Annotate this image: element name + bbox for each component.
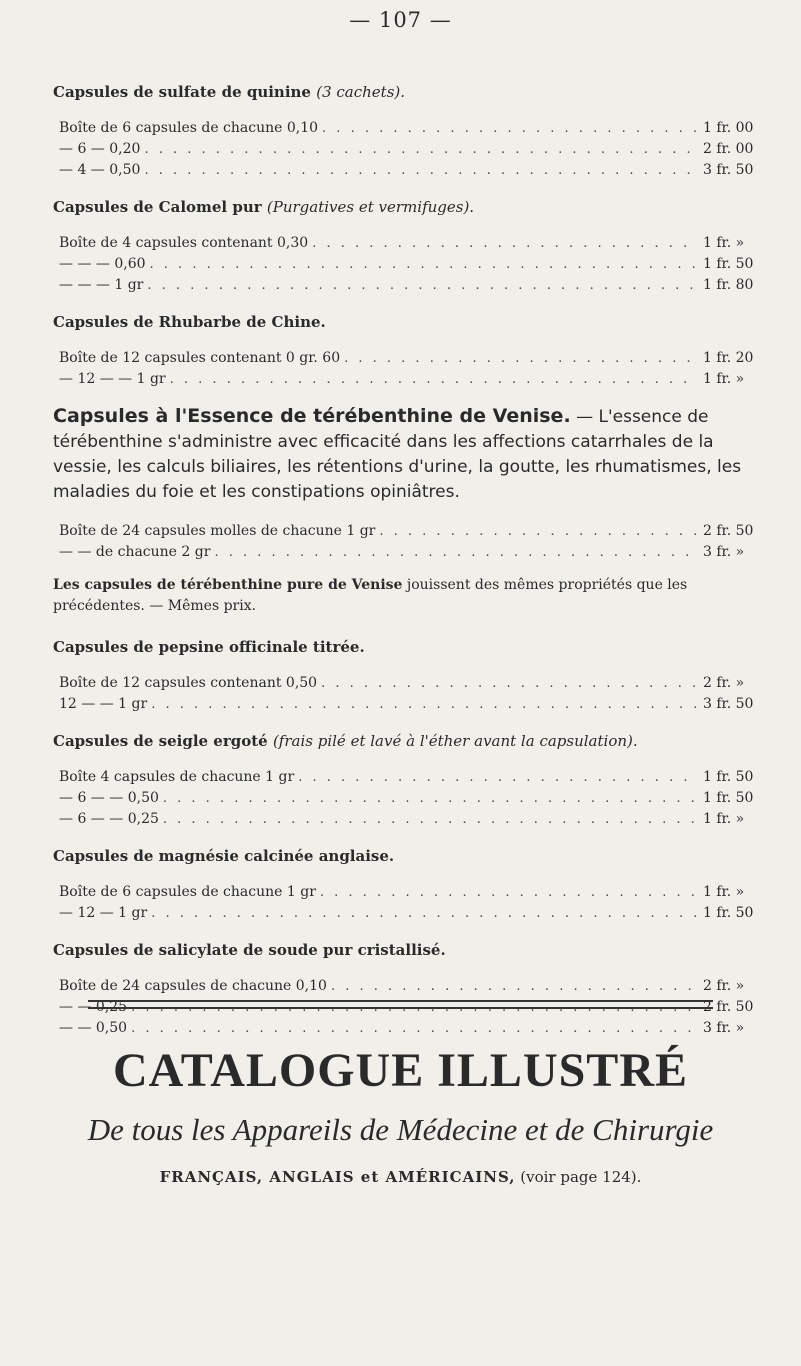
price-row	[53, 809, 773, 830]
section-heading	[53, 635, 773, 659]
price-row	[53, 976, 773, 997]
price-row	[53, 369, 773, 390]
terebenthine-note-rest: jouissent des mêmes propriétés que les précédentes. — Mêmes prix.	[53, 577, 688, 614]
capsule-section	[53, 938, 773, 1039]
catalogue-footer	[0, 1168, 801, 1186]
price-row-price: 2 fr. 50	[703, 999, 754, 1015]
leader-dots	[379, 521, 697, 542]
price-row-price: 2 fr. »	[703, 978, 745, 994]
leader-dots	[321, 673, 697, 694]
price-row-label: — — 0,25	[59, 999, 128, 1015]
price-row-label: Boîte de 24 capsules molles de chacune 1 gr	[59, 523, 376, 539]
terebenthine-section	[53, 404, 773, 617]
leader-dots	[170, 369, 697, 390]
price-row-label: — 12 — 1 gr	[59, 905, 148, 921]
price-row-price: 3 fr. »	[703, 544, 745, 560]
leader-dots	[147, 275, 697, 296]
price-row-price: 1 fr. 50	[703, 905, 754, 921]
section-heading	[53, 80, 773, 104]
section-title-note: (Purgatives et vermifuges).	[266, 198, 475, 216]
section-title: Capsules de pepsine officinale titrée.	[53, 638, 365, 656]
leader-dots	[320, 882, 697, 903]
section-title: Capsules de magnésie calcinée anglaise.	[53, 847, 395, 865]
leader-dots	[131, 1018, 697, 1039]
price-row	[53, 767, 773, 788]
price-row-label: Boîte de 12 capsules contenant 0,50	[59, 675, 318, 691]
capsule-section	[53, 195, 773, 296]
price-row	[53, 903, 773, 924]
content	[53, 80, 773, 1053]
leader-dots	[163, 788, 697, 809]
price-row-label: Boîte de 6 capsules de chacune 1 gr	[59, 884, 316, 900]
capsule-section	[53, 729, 773, 830]
section-title-note: (frais pilé et lavé à l'éther avant la capsulation).	[272, 732, 638, 750]
capsule-section	[53, 80, 773, 181]
page-number: — 107 —	[349, 8, 452, 32]
price-row-price: 3 fr. 50	[703, 696, 754, 712]
price-row-price: 1 fr. »	[703, 235, 745, 251]
price-row	[53, 521, 773, 542]
terebenthine-paragraph	[53, 404, 773, 505]
price-row-label: Boîte de 6 capsules de chacune 0,10	[59, 120, 319, 136]
leader-dots	[144, 139, 697, 160]
terebenthine-title: Capsules à l'Essence de térébenthine de Venise.	[53, 405, 571, 427]
price-row	[53, 348, 773, 369]
price-row-label: — — — 1 gr	[59, 277, 144, 293]
price-row-price: 1 fr. 20	[703, 350, 754, 366]
leader-dots	[214, 542, 697, 563]
price-row	[53, 160, 773, 181]
leader-dots	[322, 118, 697, 139]
price-row-price: 1 fr. 80	[703, 277, 754, 293]
price-row	[53, 694, 773, 715]
section-heading	[53, 195, 773, 219]
terebenthine-note	[53, 575, 773, 617]
capsule-section	[53, 635, 773, 715]
capsule-section	[53, 310, 773, 390]
price-row	[53, 882, 773, 903]
section-heading	[53, 729, 773, 753]
double-rule	[88, 1000, 713, 1014]
divider-top	[88, 1000, 713, 1002]
capsule-sections-b	[53, 635, 773, 1039]
price-row-price: 1 fr. »	[703, 811, 745, 827]
terebenthine-text: — L'essence de térébenthine s'administre avec efficacité dans les affections catarrhales de la vessie, les calculs biliaires, les rétentions d'urine, la goutte, les rhumatismes, les maladies du foie et les constipations opiniâtres.	[53, 407, 742, 502]
price-row-label: Boîte de 24 capsules de chacune 0,10	[59, 978, 327, 994]
leader-dots	[312, 233, 697, 254]
price-row-label: Boîte de 4 capsules contenant 0,30	[59, 235, 309, 251]
section-title: Capsules de Rhubarbe de Chine.	[53, 313, 326, 331]
price-row-label: Boîte 4 capsules de chacune 1 gr	[59, 769, 295, 785]
capsule-sections-a	[53, 80, 773, 390]
price-row-label: — — — 0,60	[59, 256, 146, 272]
section-title-note: (3 cachets).	[316, 83, 406, 101]
section-heading	[53, 310, 773, 334]
leader-dots	[144, 160, 697, 181]
price-row-price: 2 fr. 50	[703, 523, 754, 539]
price-row-label: Boîte de 12 capsules contenant 0 gr. 60	[59, 350, 341, 366]
price-row	[53, 673, 773, 694]
catalogue-footer-origins: FRANÇAIS, ANGLAIS et AMÉRICAINS,	[159, 1168, 516, 1186]
price-row-price: 2 fr. 00	[703, 141, 754, 157]
leader-dots	[344, 348, 697, 369]
terebenthine-price-list	[53, 521, 773, 563]
price-row	[53, 1018, 773, 1039]
capsule-section	[53, 844, 773, 924]
price-row-label: — 6 — — 0,25	[59, 811, 159, 827]
price-row-label: — — de chacune 2 gr	[59, 544, 211, 560]
price-row	[53, 254, 773, 275]
price-row-label: — 12 — — 1 gr	[59, 371, 166, 387]
price-row-price: 1 fr. »	[703, 884, 745, 900]
price-row-price: 3 fr. 50	[703, 162, 754, 178]
price-row	[53, 118, 773, 139]
leader-dots	[150, 254, 697, 275]
leader-dots	[298, 767, 697, 788]
section-title: Capsules de sulfate de quinine	[53, 83, 311, 101]
leader-dots	[163, 809, 697, 830]
price-row-price: 1 fr. 50	[703, 256, 754, 272]
price-row-price: 2 fr. »	[703, 675, 745, 691]
divider-bottom	[88, 1007, 713, 1009]
price-row	[53, 788, 773, 809]
section-title: Capsules de Calomel pur	[53, 198, 262, 216]
terebenthine-note-bold: Les capsules de térébenthine pure de Venise	[53, 577, 403, 593]
section-title: Capsules de salicylate de soude pur cristallisé.	[53, 941, 446, 959]
price-row-label: — 6 — 0,20	[59, 141, 141, 157]
leader-dots	[331, 976, 697, 997]
price-row-label: — — 0,50	[59, 1020, 128, 1036]
price-row	[53, 542, 773, 563]
price-row-price: 1 fr. »	[703, 371, 745, 387]
section-heading	[53, 844, 773, 868]
price-row-price: 3 fr. »	[703, 1020, 745, 1036]
price-row-price: 1 fr. 50	[703, 790, 754, 806]
price-row-price: 1 fr. 00	[703, 120, 754, 136]
section-heading	[53, 938, 773, 962]
price-row	[53, 233, 773, 254]
leader-dots	[151, 903, 697, 924]
price-row-label: — 4 — 0,50	[59, 162, 141, 178]
price-row-label: — 6 — — 0,50	[59, 790, 159, 806]
leader-dots	[151, 694, 697, 715]
catalogue-footer-ref: (voir page 124).	[520, 1168, 642, 1186]
section-title: Capsules de seigle ergoté	[53, 732, 268, 750]
price-row	[53, 275, 773, 296]
price-row	[53, 139, 773, 160]
catalogue-subtitle: De tous les Appareils de Médecine et de Chirurgie	[87, 1112, 714, 1147]
catalogue-title: CATALOGUE ILLUSTRÉ	[112, 1044, 688, 1097]
price-row-price: 1 fr. 50	[703, 769, 754, 785]
price-row-label: 12 — — 1 gr	[59, 696, 148, 712]
